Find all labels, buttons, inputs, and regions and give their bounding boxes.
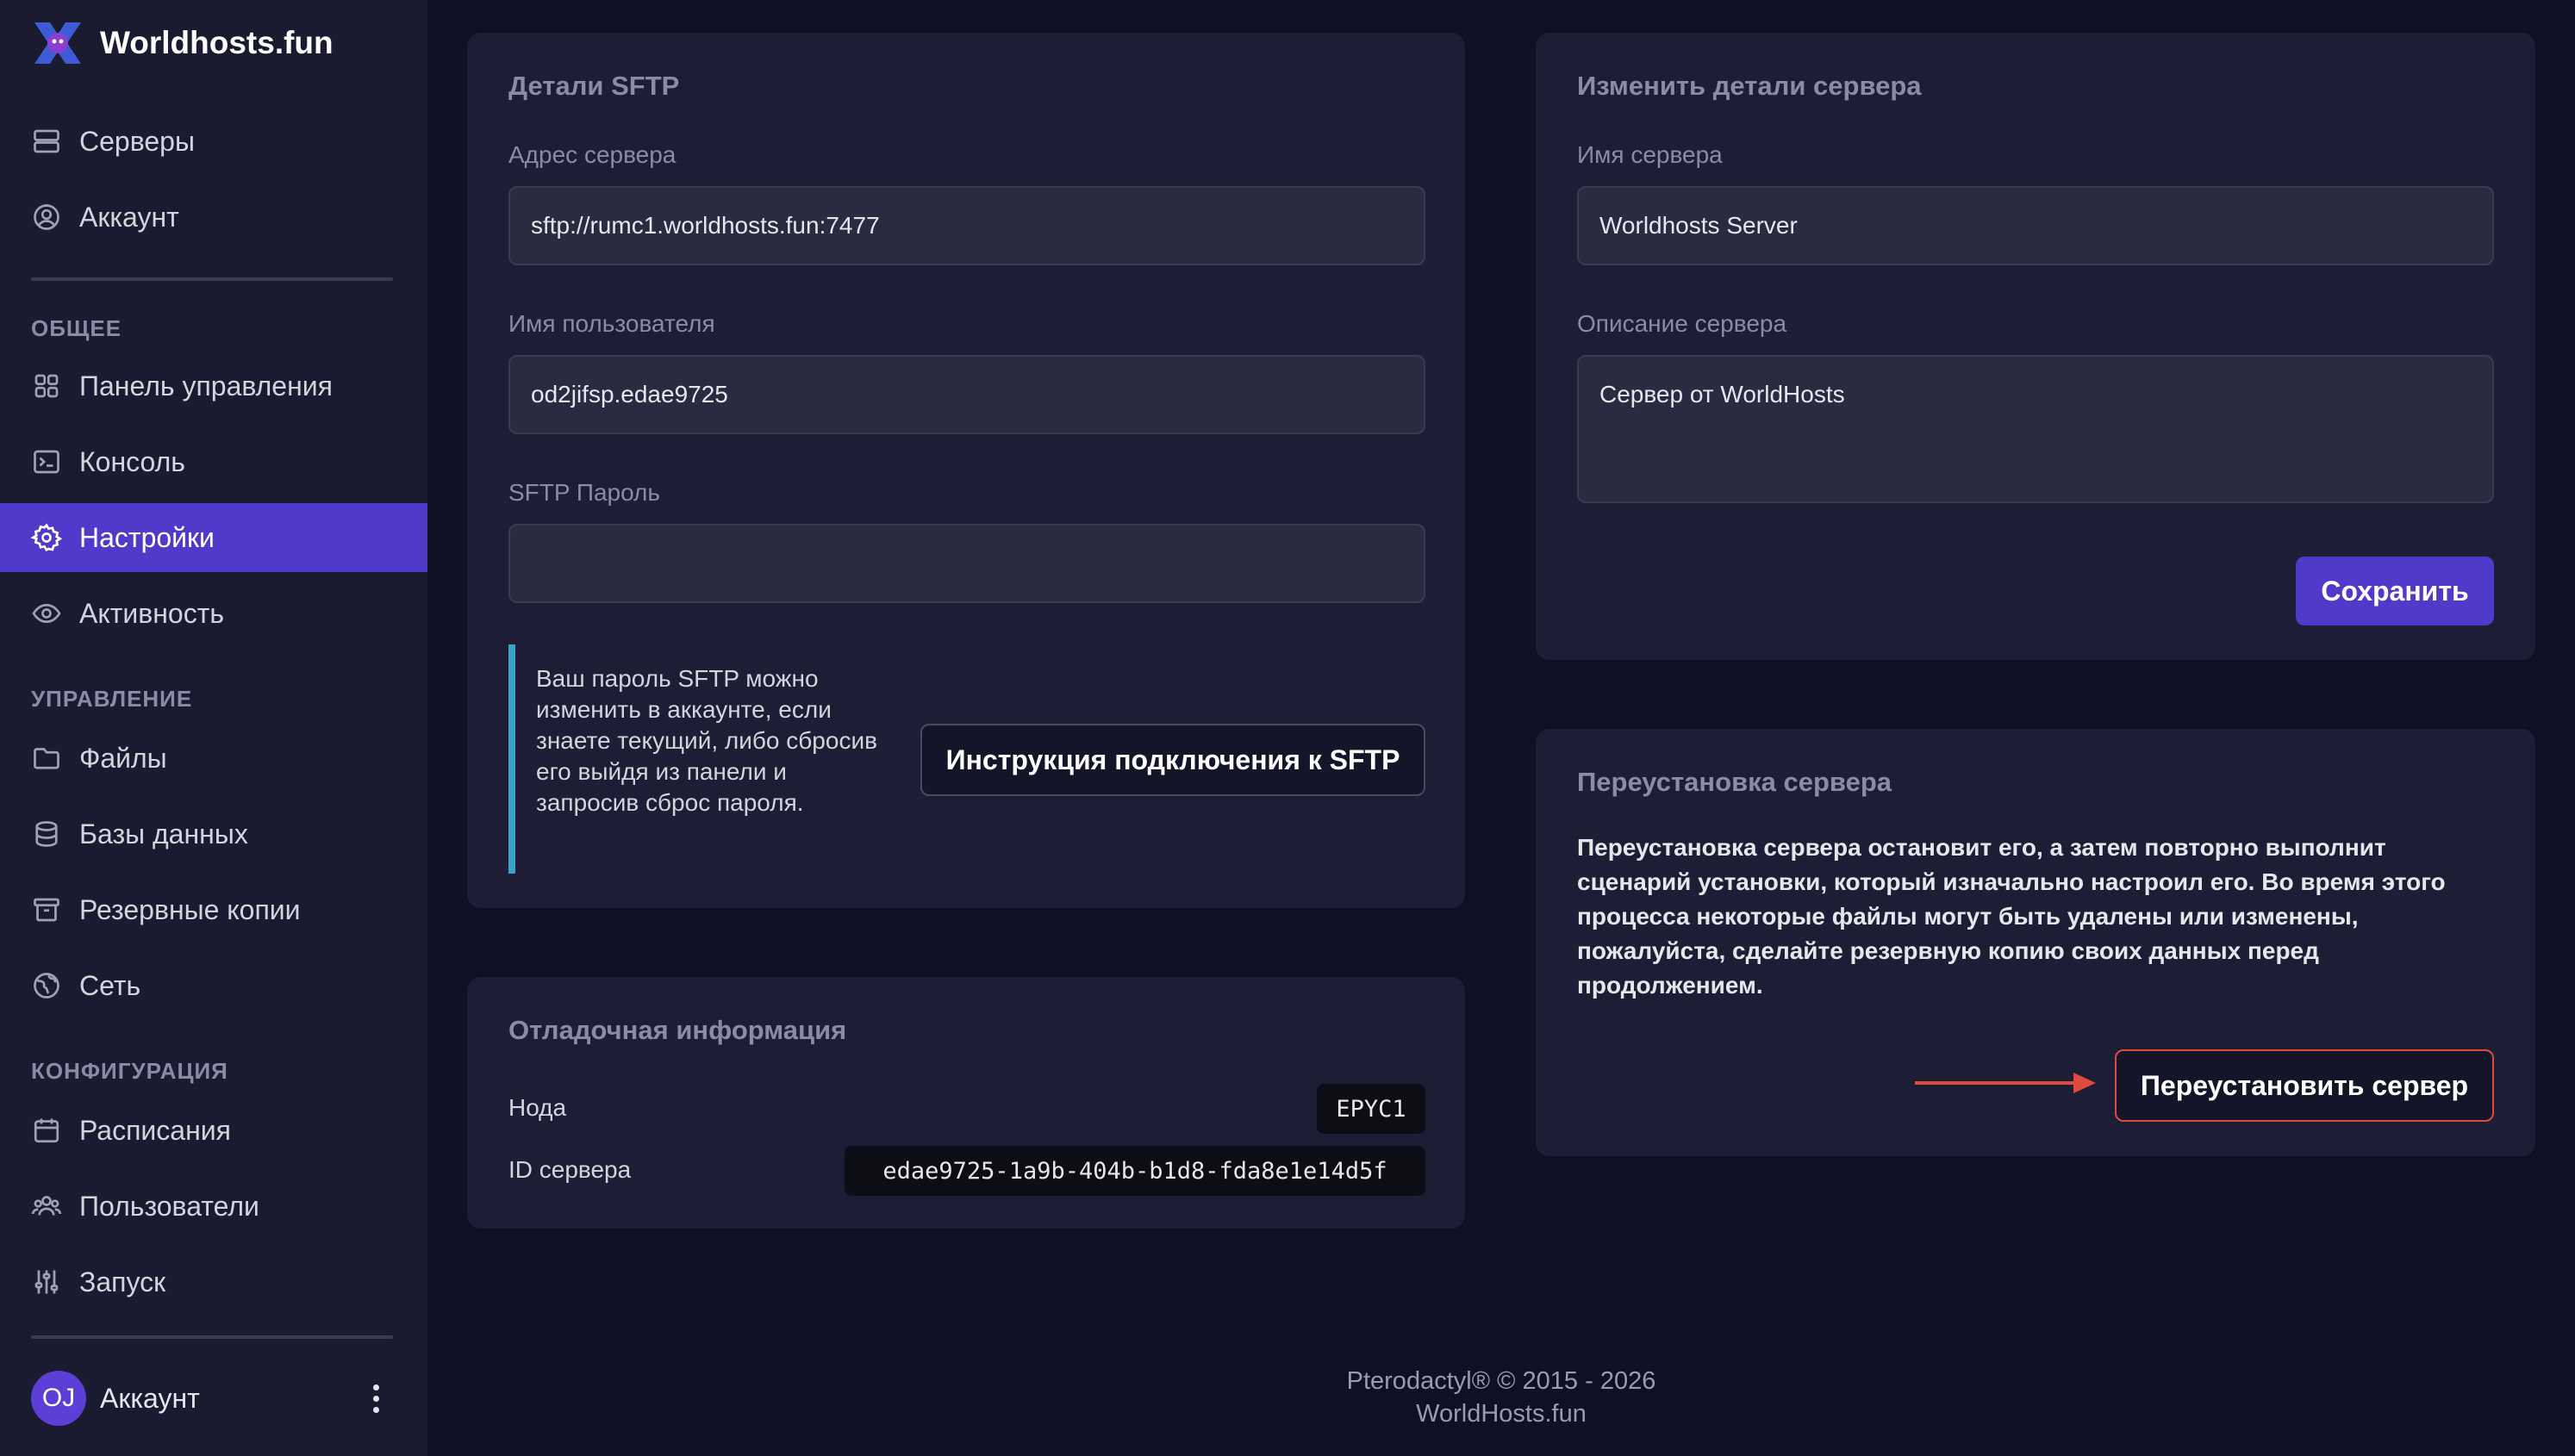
server-name-field[interactable]: Worldhosts Server [1577,186,2494,265]
sidebar-item-servers[interactable] [0,107,427,176]
sidebar-item-schedules[interactable] [0,1096,427,1165]
section-title-management: УПРАВЛЕНИЕ [31,686,193,712]
database-icon [31,818,62,849]
sidebar-item-label: Расписания [79,1114,231,1146]
users-icon [31,1191,62,1222]
sidebar-item-dashboard[interactable] [0,352,427,420]
sidebar-item-console[interactable] [0,427,427,496]
footer-site[interactable]: WorldHosts.fun [1416,1400,1587,1428]
folder-icon [31,743,62,774]
calendar-icon [31,1115,62,1146]
sidebar-item-backups[interactable] [0,875,427,944]
sidebar-item-label: Настройки [79,521,215,553]
reinstall-description: Переустановка сервера остановит его, а затем повторно выполнит сценарий установки, который изначально настроил его. Во время этого процесса некоторые файлы могут быть удалены или изменены, пожалуйста, сделайте резервную копию своих данных перед продолжением. [1577,834,2446,999]
sidebar-item-label: Резервные копии [79,893,301,925]
card-title: Переустановка сервера [1577,767,1892,797]
sidebar-item-users[interactable] [0,1172,427,1241]
server-address-label: Адрес сервера [508,141,676,168]
brand-logo-icon [31,19,84,67]
sftp-password-label: SFTP Пароль [508,479,660,506]
server-name-label: Имя сервера [1577,141,1723,168]
sidebar-divider [31,1335,393,1339]
brand[interactable] [31,19,334,67]
server-description-label: Описание сервера [1577,310,1787,337]
server-icon [31,126,62,157]
account-label: Аккаунт [100,1382,200,1414]
globe-icon [31,970,62,1001]
card-title: Изменить детали сервера [1577,71,1922,101]
sidebar-item-label: Запуск [79,1266,166,1297]
node-value: EPYC1 [1317,1084,1425,1134]
more-options-icon[interactable] [359,1372,393,1424]
footer-copyright: Pterodactyl® © 2015 - 2026 [1346,1367,1656,1395]
sidebar-item-label: Пользователи [79,1190,259,1222]
card-title: Отладочная информация [508,1015,847,1045]
sftp-details-card [467,33,1465,908]
grid-icon [31,370,62,401]
avatar[interactable]: OJ [31,1371,86,1426]
user-circle-icon [31,202,62,233]
server-address-field[interactable]: sftp://rumc1.worldhosts.fun:7477 [508,186,1425,265]
sidebar-item-account[interactable] [0,183,427,252]
sidebar-item-files[interactable] [0,724,427,793]
sidebar [0,0,427,1456]
sliders-icon [31,1266,62,1297]
sftp-password-field[interactable] [508,524,1425,603]
sidebar-item-label: Консоль [79,445,185,477]
gear-icon [31,522,62,553]
arrow-right-icon [1915,1070,2098,1096]
sidebar-item-label: Активность [79,597,225,629]
archive-icon [31,894,62,925]
eye-icon [31,598,62,629]
sidebar-item-label: Панель управления [79,370,333,401]
username-field[interactable]: od2jifsp.edae9725 [508,355,1425,434]
server-description-field[interactable]: Сервер от WorldHosts [1577,355,2494,503]
sidebar-item-label: Файлы [79,742,167,774]
sidebar-item-activity[interactable] [0,579,427,648]
card-title: Детали SFTP [508,71,680,101]
debug-info-card [467,977,1465,1229]
footer [427,1365,2575,1430]
sidebar-item-startup[interactable] [0,1248,427,1316]
sidebar-account[interactable] [31,1370,393,1427]
sidebar-item-label: Сеть [79,969,141,1001]
server-id-label: ID сервера [508,1156,632,1183]
server-details-card [1536,33,2535,660]
reinstall-card [1536,729,2535,1156]
terminal-icon [31,446,62,477]
sidebar-divider [31,277,393,281]
section-title-general: ОБЩЕЕ [31,315,122,341]
main-content [427,0,2575,1456]
sidebar-item-settings[interactable] [0,503,427,572]
sidebar-item-network[interactable] [0,951,427,1020]
sftp-instructions-button[interactable]: Инструкция подключения к SFTP [920,724,1425,796]
sidebar-item-label: Серверы [79,125,195,157]
brand-name: Worldhosts.fun [100,25,334,60]
section-title-configuration: КОНФИГУРАЦИЯ [31,1058,228,1084]
node-label: Нода [508,1094,567,1121]
save-button[interactable]: Сохранить [2296,557,2494,625]
server-id-value: edae9725-1a9b-404b-b1d8-fda8e1e14d5f [845,1146,1425,1196]
username-label: Имя пользователя [508,310,715,337]
sidebar-item-databases[interactable] [0,800,427,868]
sidebar-item-label: Аккаунт [79,201,179,233]
sftp-password-note: Ваш пароль SFTP можно изменить в аккаунте, если знаете текущий, либо сбросив его выйдя из панели и запросив сброс пароля. [508,644,879,874]
sidebar-item-label: Базы данных [79,818,248,849]
reinstall-server-button[interactable]: Переустановить сервер [2115,1049,2494,1122]
